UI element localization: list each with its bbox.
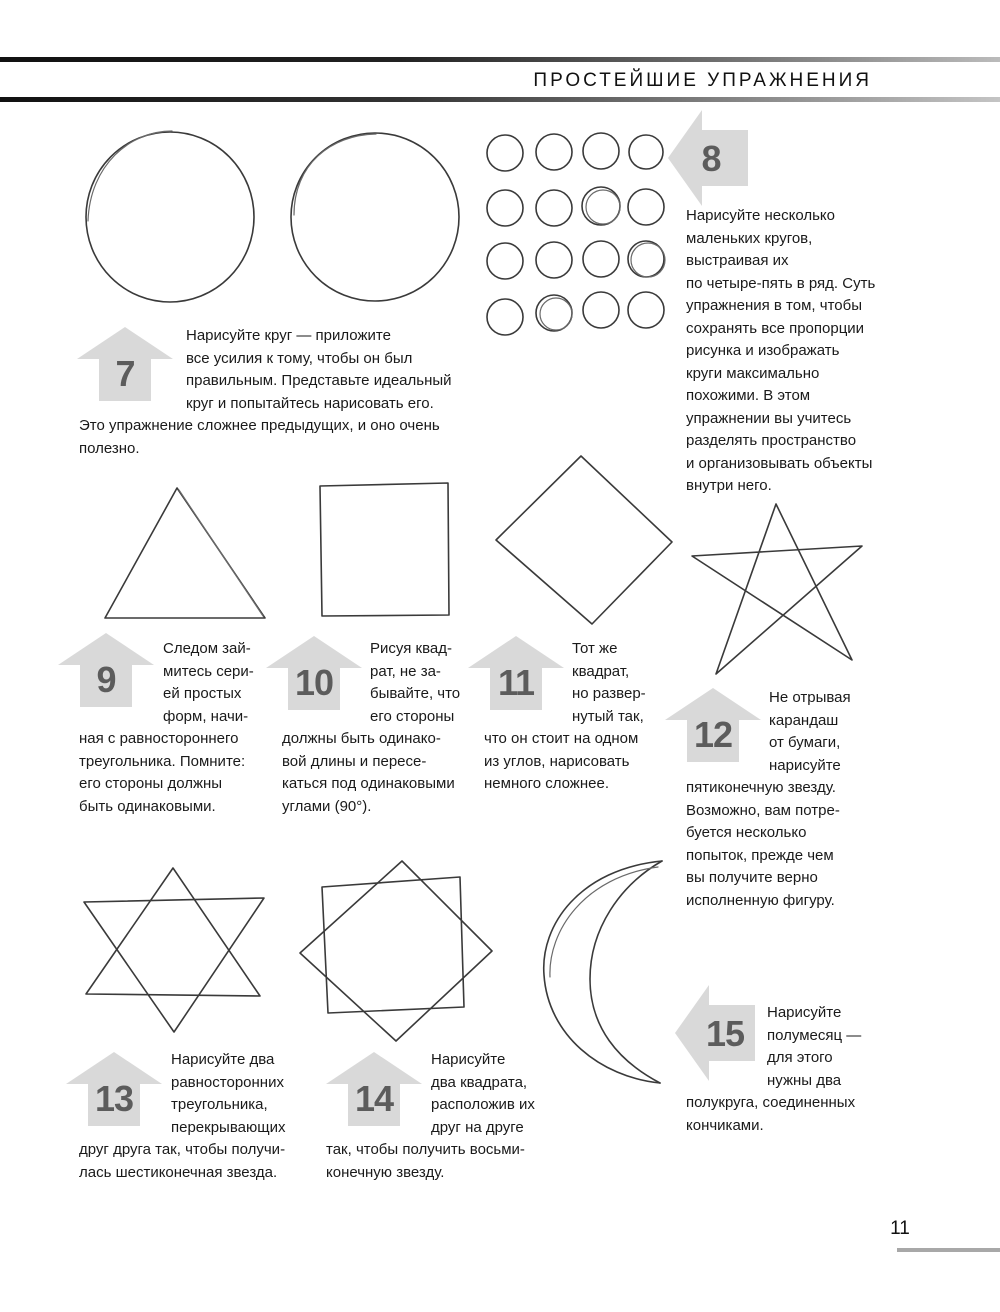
exercise-13-hexagram-drawing (78, 862, 268, 1040)
text-line: друг друга так, чтобы получи- (79, 1141, 286, 1158)
text-line: Тот же (572, 640, 618, 657)
exercise-11-text (572, 638, 646, 728)
exercise-10-text (370, 638, 460, 728)
text-line: круги максимально (686, 364, 820, 382)
text-line: друг на друге (431, 1118, 524, 1136)
text-line: все усилия к тому, чтобы он был (186, 349, 413, 367)
exercise-9-text (163, 638, 254, 728)
text-line: внутри него. (686, 477, 772, 494)
text-line: конечную звезду. (326, 1163, 445, 1181)
text-line: немного сложнее. (484, 775, 609, 792)
text-line: перекрывающих (171, 1118, 286, 1136)
text-line: кончиками. (686, 1116, 764, 1134)
text-line: треугольника, (171, 1096, 268, 1113)
exercise-13-number: 13 (94, 1078, 134, 1119)
text-line: рат, не за- (370, 662, 441, 680)
exercise-9-triangle-drawing (95, 480, 275, 625)
text-line: нужны два (767, 1071, 842, 1089)
text-line: Это упражнение сложнее предыдущих, и оно очень (79, 417, 440, 434)
exercise-7-text-cont (79, 415, 440, 460)
text-line: треугольника. Помните: (79, 752, 246, 770)
exercise-11-number: 11 (497, 662, 535, 703)
text-line: карандаш (769, 711, 839, 729)
text-line: сохранять все пропорции (686, 319, 865, 337)
small-circle-row-1 (487, 133, 663, 171)
text-line: рисунка и изображать (686, 342, 840, 359)
exercise-11-text-cont (484, 728, 638, 796)
exercise-14-number: 14 (354, 1078, 394, 1119)
text-line: углами (90°). (282, 797, 372, 815)
text-line: полумесяц — (767, 1026, 862, 1044)
text-line: выстраивая их (686, 252, 789, 269)
exercise-7-number: 7 (115, 353, 135, 394)
exercise-13-text (171, 1049, 285, 1139)
header-rule-top (0, 57, 1000, 62)
text-line: Рисуя квад- (370, 640, 452, 657)
text-line: упражнении вы учитесь (686, 409, 852, 427)
text-line: вой длины и пересе- (282, 752, 427, 770)
text-line: правильным. Представьте идеальный (186, 372, 452, 389)
text-line: похожими. В этом (686, 387, 811, 404)
exercise-14-octagram-drawing (292, 855, 497, 1050)
exercise-12-text-cont (686, 777, 840, 912)
exercise-8-text (686, 205, 875, 498)
text-line: равносторонних (171, 1073, 284, 1091)
text-line: ей простых (163, 685, 242, 702)
exercise-9-badge (58, 633, 154, 707)
text-line: пятиконечную звезду. (686, 779, 836, 796)
exercise-8-badge (668, 110, 748, 206)
exercise-12-number: 12 (693, 714, 733, 755)
exercise-12-text (769, 687, 851, 777)
text-line: упражнения в том, чтобы (686, 297, 862, 314)
exercise-11-diamond-drawing (488, 450, 683, 630)
exercise-15-crescent-drawing (540, 855, 675, 1090)
small-circle-row-3 (487, 241, 665, 279)
text-line: от бумаги, (769, 734, 841, 751)
text-line: Не отрывая (769, 689, 851, 706)
text-line: из углов, нарисовать (484, 752, 630, 770)
footer-rule (897, 1248, 1000, 1252)
text-line: Нарисуйте несколько (686, 207, 835, 224)
text-line: исполненную фигуру. (686, 891, 835, 909)
small-circle-row-4 (487, 292, 664, 335)
text-line: лась шестиконечная звезда. (79, 1163, 278, 1181)
exercise-15-text (767, 1002, 861, 1092)
exercise-7-text (186, 325, 452, 415)
page-header-title: ПРОСТЕЙШИЕ УПРАЖНЕНИЯ (533, 70, 872, 91)
text-line: но развер- (572, 685, 646, 702)
text-line: Нарисуйте (767, 1004, 842, 1021)
text-line: должны быть одинако- (282, 730, 441, 747)
exercise-10-number: 10 (294, 662, 334, 703)
text-line: Нарисуйте два (171, 1051, 275, 1068)
text-line: его стороны должны (79, 775, 223, 792)
exercise-14-text-cont (326, 1139, 525, 1184)
exercise-7-badge (77, 327, 173, 401)
text-line: так, чтобы получить восьми- (326, 1141, 525, 1158)
exercise-9-number: 9 (96, 659, 116, 700)
text-line: бывайте, что (370, 685, 461, 702)
text-line: нутый так, (572, 707, 644, 725)
exercise-7-circles-drawing (80, 125, 460, 310)
exercise-12-badge (665, 688, 761, 762)
page-number: 11 (890, 1218, 910, 1239)
exercise-13-text-cont (79, 1139, 285, 1184)
exercise-13-badge (66, 1052, 162, 1126)
text-line: два квадрата, (431, 1073, 528, 1091)
exercise-10-square-drawing (312, 478, 462, 623)
text-line: форм, начи- (163, 707, 249, 725)
exercise-15-number: 15 (705, 1013, 745, 1054)
exercise-9-text-cont (79, 728, 245, 818)
exercise-8-number: 8 (701, 138, 721, 179)
text-line: квадрат, (572, 662, 630, 680)
exercise-8-small-circles-drawing (482, 127, 672, 342)
text-line: что он стоит на одном (484, 730, 639, 747)
text-line: попыток, прежде чем (686, 846, 834, 864)
exercise-15-badge (675, 985, 755, 1081)
text-line: Нарисуйте круг — приложите (186, 327, 391, 344)
text-line: нарисуйте (769, 756, 841, 774)
text-line: для этого (767, 1049, 833, 1066)
text-line: буется несколько (686, 824, 807, 841)
text-line: Возможно, вам потре- (686, 801, 840, 819)
small-circle-row-2 (487, 187, 664, 226)
text-line: и организовывать объекты (686, 454, 873, 472)
text-line: Нарисуйте (431, 1051, 506, 1068)
exercise-14-text (431, 1049, 535, 1139)
text-line: круг и попытайтесь нарисовать его. (186, 394, 434, 412)
exercise-15-text-cont (686, 1092, 855, 1137)
text-line: его стороны (370, 707, 455, 725)
text-line: вы получите верно (686, 869, 818, 886)
text-line: каться под одинаковыми (282, 775, 455, 792)
exercise-10-badge (266, 636, 362, 710)
text-line: Следом зай- (163, 640, 251, 657)
text-line: расположив их (431, 1096, 535, 1113)
text-line: по четыре-пять в ряд. Суть (686, 274, 876, 292)
text-line: разделять пространство (686, 432, 857, 449)
text-line: маленьких кругов, (686, 229, 813, 247)
header-rule-bottom (0, 97, 1000, 102)
exercise-12-star-drawing (686, 498, 871, 678)
exercise-11-badge (468, 636, 564, 710)
text-line: митесь сери- (163, 662, 254, 680)
text-line: быть одинаковыми. (79, 797, 216, 815)
text-line: полезно. (79, 439, 140, 457)
exercise-10-text-cont (282, 728, 455, 818)
exercise-14-badge (326, 1052, 422, 1126)
text-line: полукруга, соединенных (686, 1094, 856, 1111)
text-line: ная с равностороннего (79, 730, 239, 747)
